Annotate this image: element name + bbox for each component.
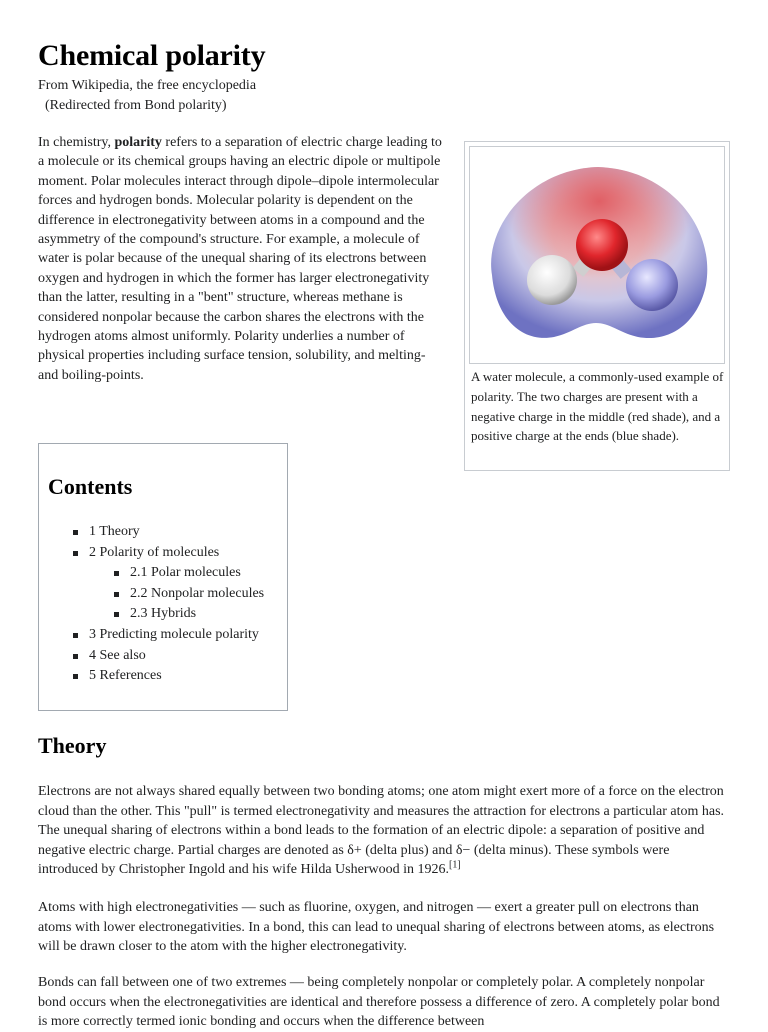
toc-list xyxy=(39,522,264,687)
page-title: Chemical polarity xyxy=(38,39,266,72)
theory-paragraph-3: Bonds can fall between one of two extremes — being completely nonpolar or completely polar. A completely nonpolar bond occurs when the electronegativities are identical and therefore possess a difference of zero. A completely polar bond is more correctly termed ionic bonding and occurs when the difference between xyxy=(38,975,720,1029)
theory-paragraph-2: Atoms with high electronegativities — such as fluorine, oxygen, and nitrogen — exert a greater pull on electrons than atoms with lower electronegativities. In a bond, this can lead to unequal sharing of electrons between atoms, as electrons will be drawn closer to the atom with the higher electronegativity. xyxy=(38,900,715,954)
toc-item-theory[interactable]: 1 Theory xyxy=(39,522,264,543)
toc-item-predicting-polarity[interactable]: 3 Predicting molecule polarity xyxy=(39,625,264,646)
reference-link[interactable]: [1] xyxy=(449,859,461,871)
section-heading-theory: Theory xyxy=(38,733,107,758)
intro-bold-term: polarity xyxy=(114,135,162,150)
figure-thumbnail xyxy=(464,141,730,471)
figure-caption: A water molecule, a commonly-used example of polarity. The two charges are present with a negative charge in the middle (red shade), and a positive charge at the ends (blue shade). xyxy=(471,369,724,444)
water-molecule-illustration xyxy=(470,147,724,363)
toc-item-nonpolar-molecules[interactable]: 2.2 Nonpolar molecules xyxy=(39,584,264,605)
toc-item-references[interactable]: 5 References xyxy=(39,666,264,687)
redirect-notice[interactable]: (Redirected from Bond polarity) xyxy=(45,98,227,113)
toc-item-see-also[interactable]: 4 See also xyxy=(39,646,264,667)
toc-title: Contents xyxy=(48,474,133,499)
toc-item-hybrids[interactable]: 2.3 Hybrids xyxy=(39,604,264,625)
site-tagline: From Wikipedia, the free encyclopedia xyxy=(38,78,257,93)
table-of-contents xyxy=(38,443,288,711)
water-molecule-image[interactable] xyxy=(469,146,725,364)
intro-text-rest: refers to a separation of electric charge leading to a molecule or its chemical groups having an electric dipole or multipole moment. Polar molecules interact through dipole–dipole intermolecular forces and hydrogen bonds. Molecular polarity is dependent on the difference in electronegativity between atoms in a compound and the asymmetry of the compound's structure. For example, a molecule of water is polar because of the unequal sharing of its electrons between oxygen and hydrogen in which the former has larger electronegativity than the latter, resulting in a "bent" structure, whereas methane is considered nonpolar because the carbon shares the electrons with the hydrogen atoms almost uniformly. Polarity underlies a number of physical properties including surface tension, solubility, and melting- and boiling-points. xyxy=(38,135,442,383)
toc-item-polar-molecules[interactable]: 2.1 Polar molecules xyxy=(39,563,264,584)
intro-paragraph xyxy=(38,133,442,385)
theory-paragraph-1-text: Electrons are not always shared equally between two bonding atoms; one atom might exert more of a force on the electron cloud than the other. This "pull" is termed electronegativity and measures the attraction for electrons a particular atom has. The unequal sharing of electrons within a bond leads to the formation of an electric dipole: a separation of positive and negative electric charge. Partial charges are denoted as δ+ (delta plus) and δ− (delta minus). These symbols were introduced by Christopher Ingold and his wife Hilda Usherwood in 1926. xyxy=(38,784,725,877)
theory-paragraph-1 xyxy=(38,782,730,880)
intro-text-start: In chemistry, xyxy=(38,135,115,150)
toc-item-polarity-of-molecules[interactable]: 2 Polarity of molecules xyxy=(39,543,264,564)
